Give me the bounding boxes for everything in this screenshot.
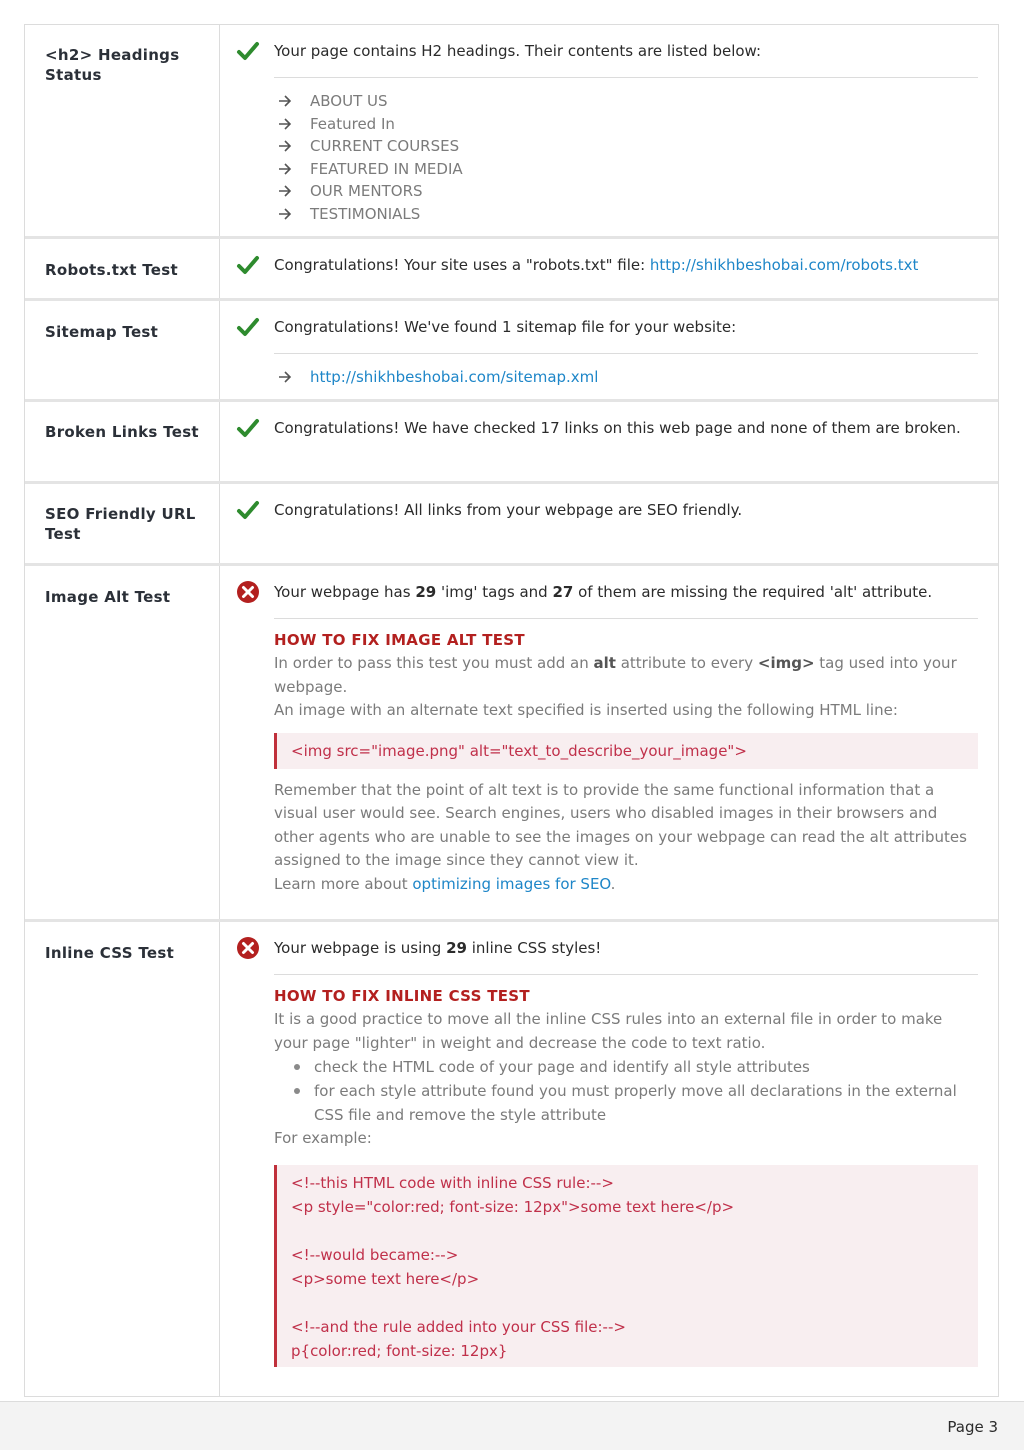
arrow-right-icon	[278, 208, 292, 220]
result-message: Your page contains H2 headings. Their contents are listed below:	[274, 42, 762, 60]
list-item	[274, 90, 978, 113]
row-content	[220, 25, 998, 236]
fix-paragraph: In order to pass this test you must add an alt attribute to every <img> tag used into your webpage.	[274, 654, 957, 696]
check-icon	[236, 39, 260, 63]
list-item	[274, 366, 978, 389]
arrow-right-icon	[278, 371, 292, 383]
divider	[274, 974, 978, 975]
row-robots-txt	[25, 239, 998, 301]
check-icon	[236, 315, 260, 339]
row-content	[220, 402, 998, 481]
list-item	[274, 135, 978, 158]
result-message: Congratulations! We've found 1 sitemap file for your website:	[274, 318, 737, 336]
code-line: <!--would became:-->	[291, 1245, 459, 1264]
arrow-right-icon	[278, 163, 292, 175]
list-item-text: TESTIMONIALS	[310, 204, 421, 223]
row-label: SEO Friendly URL Test	[25, 484, 220, 563]
sitemap-link[interactable]: http://shikhbeshobai.com/sitemap.xml	[310, 368, 599, 386]
page-footer	[0, 1401, 1024, 1450]
list-item-text: FEATURED IN MEDIA	[310, 159, 463, 178]
h2-list	[274, 90, 978, 225]
divider	[274, 77, 978, 78]
robots-link[interactable]: http://shikhbeshobai.com/robots.txt	[649, 256, 919, 274]
row-seo-friendly-url	[25, 484, 998, 566]
row-broken-links	[25, 402, 998, 484]
result-message: Congratulations! We have checked 17 links on this web page and none of them are broken.	[274, 419, 961, 437]
code-line	[291, 1219, 964, 1243]
list-item-text: ABOUT US	[310, 92, 388, 110]
arrow-right-icon	[278, 140, 292, 152]
learn-more: Learn more about optimizing images for SEO.	[274, 874, 616, 893]
remember-paragraph: Remember that the point of alt text is to provide the same functional information that a visual user would see. Search engines, users who disabled images in their browsers and other agents who are unable to see the images on your webpage can read the alt attributes assigned to the image since they cannot view it.	[274, 780, 967, 869]
fix-heading: HOW TO FIX IMAGE ALT TEST	[274, 631, 525, 649]
fix-paragraph: It is a good practice to move all the inline CSS rules into an external file in order to make your page "lighter" in weight and decrease the code to text ratio.	[274, 1010, 943, 1052]
arrow-right-icon	[278, 118, 292, 130]
row-content	[220, 922, 998, 1396]
row-label: Broken Links Test	[25, 402, 220, 481]
divider	[274, 353, 978, 354]
example-label: For example:	[274, 1129, 372, 1147]
row-image-alt	[25, 566, 998, 922]
result-message: Congratulations! All links from your webpage are SEO friendly.	[274, 501, 743, 519]
error-icon	[236, 580, 260, 604]
check-icon	[236, 253, 260, 277]
row-label: Inline CSS Test	[25, 922, 220, 1396]
list-item	[274, 113, 978, 136]
row-h2-headings	[25, 25, 998, 239]
row-label: Image Alt Test	[25, 566, 220, 919]
arrow-right-icon	[278, 185, 292, 197]
page-number: Page 3	[947, 1418, 998, 1436]
divider	[274, 618, 978, 619]
code-line: <p>some text here</p>	[291, 1269, 480, 1288]
row-content	[220, 301, 998, 399]
row-label: Robots.txt Test	[25, 239, 220, 298]
code-line: p{color:red; font-size: 12px}	[291, 1341, 508, 1360]
fix-heading: HOW TO FIX INLINE CSS TEST	[274, 987, 530, 1005]
list-item	[274, 158, 978, 181]
fix-steps	[274, 1055, 978, 1127]
fix-paragraph: An image with an alternate text specified is inserted using the following HTML line:	[274, 701, 898, 719]
list-item-text: Featured In	[310, 114, 395, 133]
list-item: check the HTML code of your page and identify all style attributes	[314, 1055, 978, 1079]
list-item	[274, 203, 978, 226]
row-content	[220, 566, 998, 919]
seo-images-link[interactable]: optimizing images for SEO	[412, 874, 611, 893]
seo-report-table	[24, 24, 999, 1397]
code-line: <!--this HTML code with inline CSS rule:-->	[291, 1173, 614, 1192]
result-message: Your webpage has 29 'img' tags and 27 of them are missing the required 'alt' attribute.	[274, 583, 933, 601]
result-message: Congratulations! Your site uses a "robots.txt" file:	[274, 256, 650, 274]
list-item	[274, 180, 978, 203]
row-label: Sitemap Test	[25, 301, 220, 399]
code-line	[291, 1291, 964, 1315]
sitemap-list	[274, 366, 978, 389]
list-item-text: OUR MENTORS	[310, 182, 423, 200]
list-item: for each style attribute found you must properly move all declarations in the external CSS file and remove the style attribute	[314, 1079, 978, 1127]
check-icon	[236, 498, 260, 522]
row-inline-css	[25, 922, 998, 1397]
code-line: <p style="color:red; font-size: 12px">some text here</p>	[291, 1197, 735, 1216]
code-block: <img src="image.png" alt="text_to_describe_your_image">	[274, 733, 978, 769]
arrow-right-icon	[278, 95, 292, 107]
result-message: Your webpage is using 29 inline CSS styles!	[274, 939, 602, 957]
row-content	[220, 239, 998, 298]
list-item-text: CURRENT COURSES	[310, 137, 460, 155]
code-block	[274, 1165, 978, 1367]
row-sitemap	[25, 301, 998, 402]
row-content	[220, 484, 998, 563]
code-line: <!--and the rule added into your CSS file:-->	[291, 1317, 626, 1336]
error-icon	[236, 936, 260, 960]
row-label: <h2> Headings Status	[25, 25, 220, 236]
check-icon	[236, 416, 260, 440]
